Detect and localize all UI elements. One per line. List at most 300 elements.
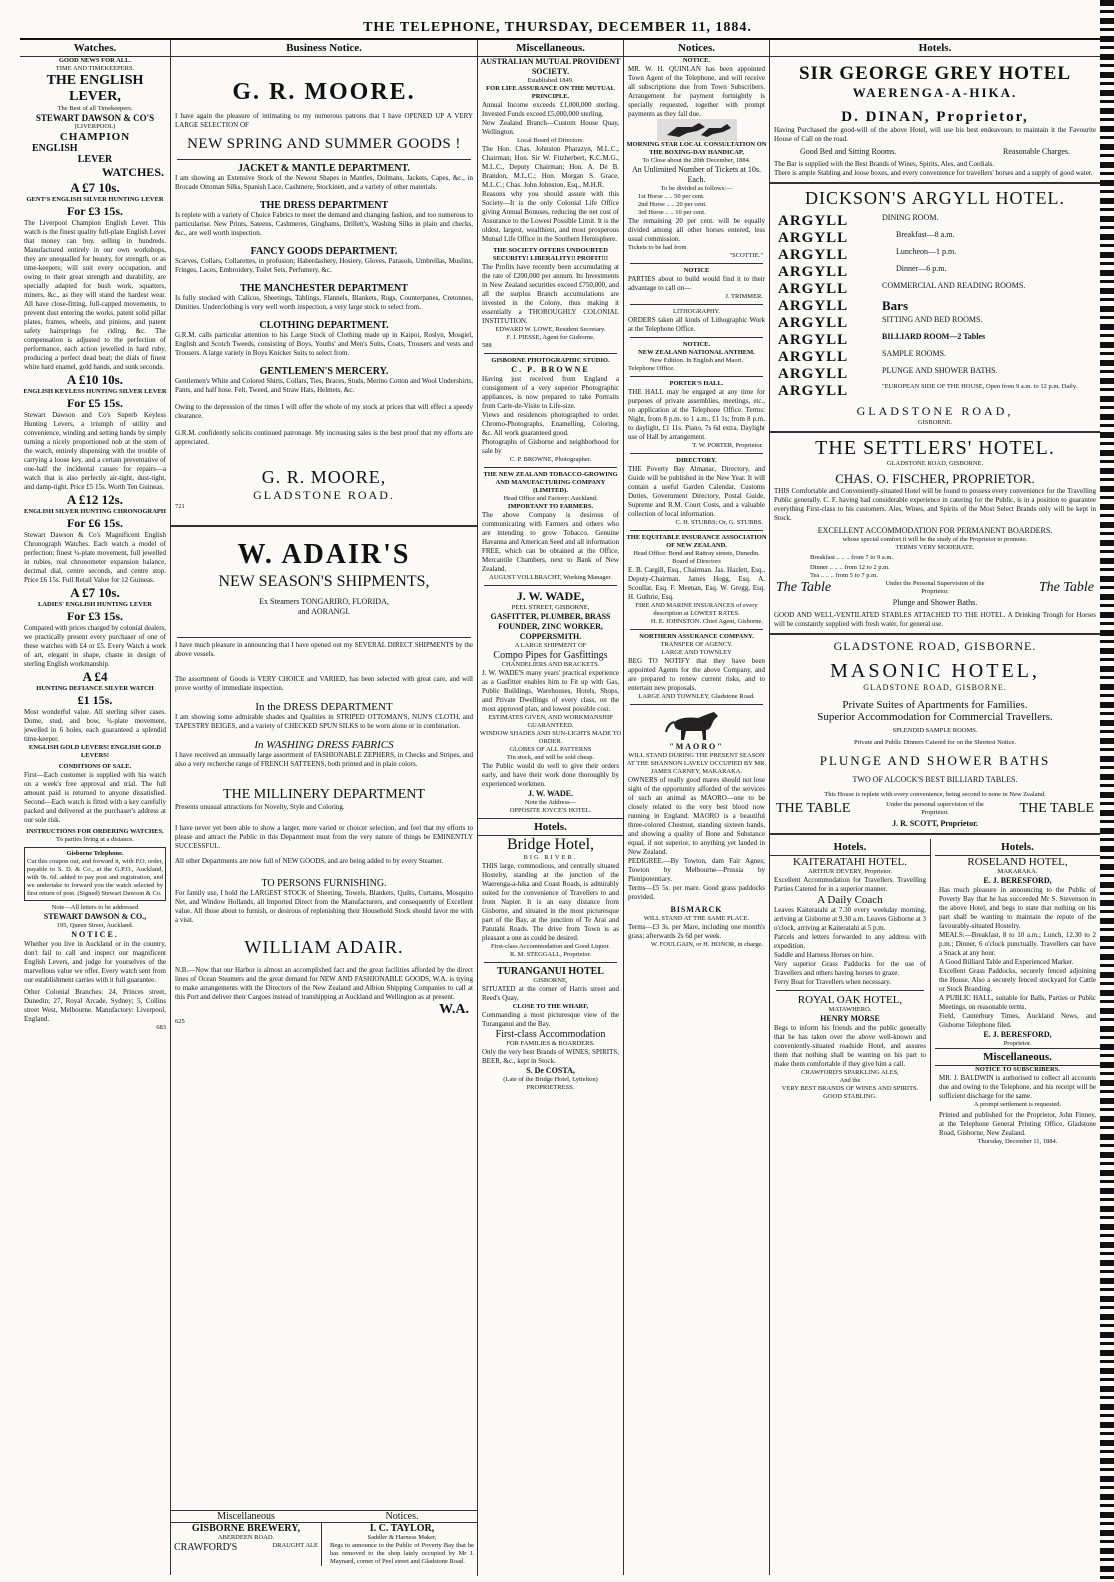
trimmer-notice: PARTIES about to build would find it to their advantage to call on— <box>628 275 765 292</box>
offer-price-5: £1 15s. <box>77 693 113 707</box>
amp-body: Reasons why you should assure with this Society—It is the only Colonial Life Office giving Annual Bonuses, reducing the net cost of Assurance to the Lowest Possible Limit. It is the oldest, largest, wealthiest, and most prosperous Mutual Life Office in the Southern Hemisphere. <box>482 190 619 243</box>
equitable-fire: FIRE AND MARINE INSURANCES of every description at LOWEST RATES. <box>635 602 758 617</box>
argyll-word: ARGYLL <box>778 230 849 246</box>
column-miscellaneous <box>478 40 624 1575</box>
imprint: Printed and published for the Proprietor, John Finney, at the Telephone General Printing Office, Gladstone Road, Gisborne, New Zealand. <box>939 1111 1096 1137</box>
maoro-terms: Terms—£5 5s. per mare. Good grass paddocks provided. <box>628 884 765 901</box>
northern-body: BEG TO NOTIFY that they have been appointed Agents for the above Company, and are prepared to renew current risks, and to entertain new proposals. <box>628 657 765 692</box>
roseland-column <box>935 839 1100 1146</box>
adair-nb: N.B.—Now that our Harbor is almost an accomplished fact and the great facilities afforded by the direct lines of Ocean Steamers and the great demand for NEW AND FASHIONABLE GOODS, W.A. is trying to make arrangements with the Directors of the New Zealand and Albion Shipping Companies to call at this Port and deliver their Cargoes instead of transhipping at Auckland and Wellington as at present. <box>175 966 473 1001</box>
northern-heading: NORTHERN ASSURANCE COMPANY. <box>639 633 754 640</box>
roseland-hall: A PUBLIC HALL, suitable for Balls, Parties or Public Meetings, on reasonable terms. <box>939 994 1096 1011</box>
adair-initials: W.A. <box>439 1002 469 1017</box>
divider <box>630 530 763 531</box>
taylor-trade: Saddler & Harness Maker, <box>367 1534 437 1541</box>
divider <box>630 704 763 705</box>
washing-body: I have received an unusually large assortment of FASHIONABLE ZEPHERS, in Checks and Stripes, and also a very recherche range of FRENCH SATTEENS, both printed and in plain colors. <box>175 751 473 768</box>
argyll-word: ARGYLL <box>778 281 849 297</box>
clothing-heading: CLOTHING DEPARTMENT. <box>259 320 389 331</box>
adair-shipments: NEW SEASON'S SHIPMENTS, <box>218 573 430 590</box>
roseland-papers: Field, Canterbury Times, Auckland News, and Gisborne Telephone filed. <box>939 1012 1096 1029</box>
star-scottie: "SCOTTIE." <box>729 252 763 259</box>
dickson-hotel: DICKSON'S ARGYLL HOTEL. <box>804 188 1066 208</box>
amp-secretary: EDWARD W. LOWE, Resident Secretary. <box>495 326 606 333</box>
price-4: A £7 10s. <box>70 585 120 600</box>
divider <box>770 633 1100 635</box>
argyll-item: DINING ROOM. <box>882 213 939 222</box>
jacket-heading: JACKET & MANTLE DEPARTMENT. <box>238 163 410 174</box>
kaiteratahi-body: Excellent Accommodation for Travellers. Travelling Parties Catered for in a superior manner. <box>774 876 926 893</box>
settlers-address: GLADSTONE ROAD, GISBORNE. <box>886 460 984 467</box>
royal-oak-location: MATAWHERO. <box>828 1006 872 1013</box>
instructions-heading: INSTRUCTIONS FOR ORDERING WATCHES. <box>26 828 164 835</box>
masonic-private: Private Suites of Apartments for Families. <box>842 699 1028 711</box>
wade-tin: Tin stock, and will be sold cheap. <box>506 754 595 761</box>
masonic-table: THE TABLE <box>776 801 851 816</box>
royal-oak-brands: VERY BEST BRANDS OF WINES AND SPIRITS. <box>781 1085 919 1092</box>
kaiteratahi-column <box>770 839 931 1101</box>
star-prize: 3rd Horse .. .. 10 per cent. <box>638 209 706 216</box>
northern-transfer: TRANSFER OF AGENCY. <box>660 641 733 648</box>
bridge-river: BIG RIVER. <box>523 854 578 861</box>
tobacco-manager: AUGUST VOLLBRACHT, Working Manager. <box>489 574 612 581</box>
divider <box>776 990 924 991</box>
roseland-body: Has much pleasure in announcing to the Public of Poverty Bay that he has succeeded Mr S. Stevenson in the above Hotel, and begs to state that nothing on his part shall be wanting to maintain the repute of the favourably-situated Hostelry. <box>939 886 1096 930</box>
horse-race-illustration <box>657 119 737 141</box>
photo-body: Having just received from England a consignment of a very superior Photographic appliances, is now prepared to take Portraits from Carte-de-Visite to Life-size. <box>482 375 619 410</box>
notices-header: Notices. <box>385 1511 419 1522</box>
owing-notice: Owing to the depression of the times I will offer the whole of my stock at prices that will effect a speedy clearance. <box>175 403 473 420</box>
stallion-illustration <box>662 708 732 742</box>
coupon-body: Cut this coupon out, and forward it, with P.O. order, payable to S. D. & Co., at the G.P.O., Auckland, with 9s. 6d. added to pay post and registration, and we undertake to forward you the watch selected by first return of post. (Signed) Stewart Dawson & Co. <box>27 858 163 897</box>
address-street: 195, Queen Street, Auckland. <box>56 922 134 929</box>
branches: Other Colonial Branches: 24, Princes street, Dunedin; 27, Royal Arcade, Sydney; 5, Collins street West, Melbourne. Manufactory: Liverpool, England. <box>24 988 166 1023</box>
argyll-item: Breakfast—8 a.m. <box>896 230 955 239</box>
address-note: Note—All letters to be addressed <box>51 904 139 911</box>
kaiteratahi-parcels: Parcels and letters forwarded to any address with expedition. <box>774 933 926 950</box>
argyll-word: ARGYLL <box>778 349 849 365</box>
argyll-item: SITTING AND BED ROOMS. <box>882 315 983 324</box>
maoro-sub: WILL STAND DURING THE PRESENT SEASON AT THE SHANNON LAVELY OCCUPIED BY MR. JAMES CARNEY, MAKARAKA. <box>626 752 767 775</box>
fancy-body: Scarves, Collars, Collarettes, in profusion; Haberdashery, Hosiery, Gloves, Parasols, Umbrellas, Muslins, Fringes, Laces, Embroidery, Toilet Sets, Perfumery, &c. <box>175 257 473 274</box>
divider <box>484 353 617 354</box>
settlers-meal: Breakfast .. .. .. from 7 to 9 a.m. <box>810 554 894 561</box>
dinan-stabling: There is ample Stabling and loose boxes, and every convenience for travellers' horses and a supply of good water. <box>774 169 1093 177</box>
hotels-subheader: Hotels. <box>770 839 930 856</box>
maoro-heading: "MAORO" <box>669 742 724 751</box>
mercery-heading: GENTLEMEN'S MERCERY. <box>259 366 389 377</box>
star-close: To Close about the 20th December, 1884. <box>642 157 751 164</box>
turanganui-town: GISBORNE, <box>533 977 568 984</box>
notice-heading: NOTICE. <box>71 930 119 939</box>
moore-name: G. R. MOORE. <box>232 79 416 105</box>
furnishing-body: For family use, I hold the LARGEST STOCK of Sheeting, Towels, Blankets, Quilts, Curtains, Mosquito Net, and Window Hollands, all Imported Direct from the Manufacturers, and consequently of Excellent value. All those about to furnish, or desirous of replenishing their Household Stock should favor me with a visit. <box>175 889 473 924</box>
millinery-heading: THE MILLINERY DEPARTMENT <box>223 787 425 802</box>
adair-selection: I have never yet been able to show a larger, more varied or choicer selection, and feel that my efforts to please and attract the Public in this Department must from the very nature of things be EMINENTLY SUCCESSFUL. <box>175 824 473 850</box>
amp-established: Established 1849. <box>527 77 574 84</box>
royal-oak-hotel: ROYAL OAK HOTEL, <box>797 994 903 1006</box>
turanganui-wines: Only the very best Brands of WINES, SPIRITS, BEER, &c., kept in Stock. <box>482 1048 619 1065</box>
keyless-lever: ENGLISH KEYLESS HUNTING SILVER LEVER <box>23 388 167 395</box>
divider <box>630 263 763 264</box>
divider <box>484 962 617 963</box>
amp-branch: New Zealand Branch—Custom House Quay, Wellington. <box>482 119 619 136</box>
equitable-board: Board of Directors <box>672 558 721 565</box>
argyll-word: ARGYLL <box>778 332 849 348</box>
price-3: A £12 12s. <box>67 492 123 507</box>
divider <box>630 376 763 377</box>
divider <box>177 159 471 160</box>
bismarck-charge: W. FOULGAIN, or H. HONOR, in charge. <box>650 941 763 948</box>
royal-oak-stabling: GOOD STABLING. <box>823 1093 877 1100</box>
kaiteratahi-coach: A Daily Coach <box>817 894 883 906</box>
divider <box>770 182 1100 184</box>
directory-stubbs: C. H. STUBBS; Or, G. STUBBS. <box>675 519 763 526</box>
column-hotels <box>770 40 1100 1575</box>
anthem-sub: New Edition. In English and Maori. <box>649 357 744 364</box>
wade-name: J. W. WADE, <box>516 589 585 603</box>
dinan-proprietor: D. DINAN, Proprietor, <box>841 109 1029 125</box>
in-dress-body: I am showing some admirable shades and Qualities in STRIPED OTTOMAN'S, NUN'S CLOTH, and TAPESTRY BEIGES, and a variety of CHECKED SPUN SILKS to be worn alone or in combination. <box>175 713 473 730</box>
argyll-item: Luncheon—1 p.m. <box>896 247 957 256</box>
bottom-misc-block <box>171 1510 478 1576</box>
equitable-agent: H. E. JOHNSTON. Chief Agent, Gisborne. <box>650 618 763 625</box>
order-coupon[interactable] <box>24 847 166 901</box>
maoro-body: OWNERS of really good mares should not lose sight of the opportunity afforded of the services of such an animal as MAORO—one to be closely related to the very best blood now running in England. MAORO is a beautiful three-colored Chestnut, standing sixteen hands, and showing a quality of Bone and Substance equal, if not superior, to anything yet landed in New Zealand. <box>628 776 765 856</box>
notice-2-heading: NOTICE <box>683 267 710 274</box>
brewery-ad <box>171 1523 322 1566</box>
kaiteratahi-paddocks: Very superior Grass Paddocks for the use of Travellers and others having horses to graze. <box>774 960 926 977</box>
turanganui-view: Commanding a most picturesque view of the Turanganui and the Bay. <box>482 1011 619 1028</box>
column-header: Business Notice. <box>171 40 477 57</box>
kaiteratahi-saddle: Saddle and Harness Horses on hire. <box>774 951 874 959</box>
masonic-hotel: MASONIC HOTEL, <box>830 660 1040 682</box>
manchester-heading: THE MANCHESTER DEPARTMENT <box>240 283 408 294</box>
fancy-heading: FANCY GOODS DEPARTMENT. <box>250 246 398 257</box>
bridge-proprietor: R. M. STEGGALL, Proprietor. <box>509 951 592 958</box>
ad-number: 625 <box>175 1018 185 1025</box>
wade-street: PEEL STREET, GISBORNE, <box>511 604 590 611</box>
offer-price-2: For £5 15s. <box>66 396 124 410</box>
offer-price-3: For £6 15s. <box>66 516 124 530</box>
masonic-dinners: Private and Public Dinners Catered for on the Shortest Notice. <box>853 739 1017 746</box>
maker-name: STEWART DAWSON & CO'S <box>35 113 155 123</box>
divider <box>630 453 763 454</box>
subscribers-prompt: A prompt settlement is requested. <box>973 1101 1062 1108</box>
royal-oak-ales: CRAWFORD'S SPARKLING ALES, <box>801 1069 899 1076</box>
maoro-pedigree: PEDIGREE.—By Towton, dam Fair Agnes; Towton by Melbourne—Prussia by Plenipotentiary. <box>628 857 765 883</box>
masthead: THE TELEPHONE, THURSDAY, DECEMBER 11, 1884. <box>363 20 752 35</box>
amp-profits: The Profits have recently been accumulating at the rate of £200,000 per annum. Its Investments in New Zealand securities exceed £750,000, and all the surplus Branch accumulations are invested in the Colony, thus making it essentially a THOROUGHLY COLONIAL INSTITUTION. <box>482 263 619 325</box>
argyll-word: ARGYLL <box>778 247 849 263</box>
dickson-town: GISBORNE. <box>917 419 953 426</box>
argyll-item: SAMPLE ROOMS. <box>882 349 947 358</box>
roseland-location: MAKARAKA. <box>997 868 1038 875</box>
best-timekeepers: The Best of all Timekeepers. <box>57 105 133 112</box>
roseland-proprietor: E. J. BERESFORD, <box>983 876 1052 885</box>
settlers-meal: Dinner .. .. .. from 12 to 2 p.m. <box>810 564 890 571</box>
column-business <box>171 40 478 1510</box>
photo-heading: GISBORNE PHOTOGRAPHIC STUDIO. <box>491 357 610 364</box>
divider <box>770 833 1100 835</box>
offer-price-4: For £3 15s. <box>66 609 124 623</box>
kaiteratahi-hotel: KAITERATAHI HOTEL. <box>793 856 907 868</box>
argyll-list <box>770 209 1100 404</box>
coupon-heading: Gisborne Telephone. <box>66 850 124 857</box>
masonic-address: GLADSTONE ROAD, GISBORNE. <box>863 683 1007 692</box>
ad-number: 683 <box>156 1024 166 1031</box>
roseland-prop-title: Proprietor. <box>1003 1040 1032 1047</box>
column-notices <box>624 40 770 1575</box>
bismarck-terms: Terms—£3 3s. per Mare, including one month's grass; afterwards 2s 6d per week. <box>628 923 765 940</box>
champion: CHAMPION <box>59 131 131 143</box>
bismarck-heading: BISMARCK <box>670 905 723 914</box>
porter-body: THE HALL may be engaged at any time for purposes of private assemblies, meetings, etc., on application at the Telephone Office. Terms: Night, from 8 p.m. to 1 a.m., £1 1s; from 8 p.m. to daylight, £1 11s. Piano, 7s 6d extra. Daylight use of Hall by arrangement. <box>628 388 765 441</box>
litho-heading: LITHOGRAPHY. <box>672 308 720 315</box>
photo-browne: C. P. BROWNE <box>511 365 590 374</box>
bismarck-sub: WILL STAND AT THE SAME PLACE. <box>643 915 750 922</box>
porter-heading: PORTER'S HALL. <box>669 380 724 387</box>
adair-other-departments: All other Departments are now full of NEW GOODS, and are being added to by every Steamer. <box>175 857 444 865</box>
trimmer-name: J. TRIMMER. <box>725 293 763 300</box>
amp-income: Annual Income exceeds £1,000,000 sterling. Invested Funds exceed £5,000,000 sterling. <box>482 101 619 118</box>
directory-body: THE Poverty Bay Almanac, Directory, and Guide will be published in the New Year. It will contain a useful Garden Calendar, Customs Duties, Government Directory, Postal Guide, Supreme and R.M. Court Costs, and a valuable collection of local information. <box>628 465 765 518</box>
wade-trades: GASFITTER, PLUMBER, BRASS FOUNDER, ZINC WORKER, COPPERSMITH. <box>490 612 611 641</box>
argyll-word: ARGYLL <box>778 383 849 399</box>
amp-title: AUSTRALIAN MUTUAL PROVIDENT SOCIETY. <box>480 57 621 76</box>
bridge-hotel: Bridge Hotel, <box>506 836 595 853</box>
column-header: Notices. <box>624 40 769 57</box>
turanganui-accommodation: First-class Accommodation <box>495 1029 606 1040</box>
argyll-item: Dinner—6 p.m. <box>896 264 947 273</box>
photo-sale: Photographs of Gisborne and neighborhood for sale by <box>482 438 619 455</box>
amp-life: FOR LIFE ASSURANCE ON THE MUTUAL PRINCIPLE. <box>486 85 615 100</box>
turanganui-title: PROPRIETRESS. <box>526 1084 575 1091</box>
argyll-word: ARGYLL <box>778 366 849 382</box>
grey-hotel: SIR GEORGE GREY HOTEL <box>798 63 1072 84</box>
adair-steamers: Ex Steamers TONGARIRO, FLORIDA, <box>259 597 389 606</box>
divider <box>171 525 477 527</box>
address-firm: STEWART DAWSON & CO., <box>43 912 147 921</box>
millinery-body: Presents unusual attractions for Novelty, Style and Coloring. <box>175 803 345 811</box>
turanganui-situated: SITUATED at the corner of Harris street and Reed's Quay, <box>482 985 619 1002</box>
anthem-office: Telephone Office. <box>628 365 675 372</box>
keyless-description: Stewart Dawson and Co's Superb Keyless Hunting Levers, a triumph of utility and convenience, winding and setting hands by simply turning a nicely proportioned nob at the stem of the watch, entirely dispensing with the trouble of carrying a loose key, and a certain preventative of one-half the incidental causes for repairs—a watch that is also perfectly air-tight, dust-tight, and damp-tight. Price £5 15s. Worth Ten Guineas. <box>24 411 166 491</box>
divider <box>770 431 1100 433</box>
star-tickets: Tickets to be had from <box>628 244 687 251</box>
price-5: A £4 <box>82 669 108 684</box>
argyll-item: Bars <box>882 298 908 313</box>
quinlan-notice: MR. W. H. QUINLAN has been appointed Town Agent of the Telephone, and will receive all subscriptions due from Town Subscribers. Arrangement for payment fortnightly is specially requested, together with prompt payments as they fall due. <box>628 65 765 118</box>
star-heading: MORNING STAR LOCAL CONSULTATION ON THE BOXING-DAY HANDICAP, <box>626 141 767 156</box>
confident-notice: G.R.M. confidently solicits continued patronage. My increasing sales is the best proof that my efforts are appreciated. <box>175 429 473 446</box>
star-divided: To be divided as follows:— <box>660 185 733 192</box>
moore-road: GLADSTONE ROAD. <box>253 488 395 502</box>
column-watches <box>20 40 171 1575</box>
instructions-sub: To parties living at a distance. <box>56 836 134 843</box>
settlers-table: The Table <box>776 580 832 595</box>
settlers-body: THIS Comfortable and Conveniently-situated Hotel will be found to possess every convenience for the Travelling Public generally. C. F. having had considerable experience in catering for the Public, is in a position to guarantee everything First-class to his customers. Ales, Wines, and Spirits of the Most Select Brands only will be kept in Stock. <box>774 487 1096 522</box>
in-dress-heading: In the DRESS DEPARTMENT <box>255 701 393 713</box>
hotels-subheader: Hotels. <box>935 839 1100 856</box>
english-lever-title: THE ENGLISH LEVER, <box>46 73 144 104</box>
jacket-body: I am showing an Extensive Stock of the Newest Shapes in Mantles, Dolmans, Jackets, Capes, &c., in Brocade Ottoman Silks, Spanish Lace, Cashmere, Stockinett, and a variety of other materials. <box>175 174 473 191</box>
misc-subheader: Miscellaneous. <box>935 1048 1100 1066</box>
misc-header: Miscellaneous <box>217 1511 275 1522</box>
masonic-proprietor: J. R. SCOTT, Proprietor. <box>892 819 978 828</box>
settlers-table-right: The Table <box>1038 580 1094 595</box>
masonic-replete: This House is replete with every convenience, being second to none in New Zealand. <box>824 791 1046 798</box>
watches: WATCHES. <box>101 165 164 179</box>
argyll-word: ARGYLL <box>778 264 849 280</box>
taylor-body: Begs to announce to the Public of Poverty Bay that he has removed to the shop lately occupied by Mr J. Maynard, corner of Peel street and Gladstone Road. <box>330 1542 474 1565</box>
conditions-body: First—Each customer is supplied with his watch on a week's free approval and trial. The full amount paid is returned to anyone dissatisfied. Second—Each watch is fitted with a key carefully packed and delivered at the purchaser's address at our sole risk. <box>24 771 166 824</box>
taylor-ad <box>327 1523 477 1566</box>
brewery-road: ABERDEEN ROAD. <box>217 1534 275 1541</box>
subscribers-heading: NOTICE TO SUBSCRIBERS. <box>975 1066 1060 1073</box>
adair-name: W. ADAIR'S <box>237 539 411 570</box>
turanganui-proprietress: S. De COSTA, <box>526 1066 575 1075</box>
spring-summer: NEW SPRING AND SUMMER GOODS ! <box>187 136 461 152</box>
ladies-lever: LADIES' ENGLISH HUNTING LEVER <box>38 601 152 608</box>
dinan-bar: The Bar is supplied with the Best Brands of Wines, Spirits, Ales, and Cordials. <box>774 160 995 168</box>
crawford-brand: CRAWFORD'S <box>174 1542 238 1553</box>
good-news: GOOD NEWS FOR ALL. <box>58 57 132 64</box>
lever: LEVER <box>77 154 113 165</box>
divider <box>630 337 763 338</box>
tobacco-office: Head Office and Factory: Auckland. <box>503 495 598 502</box>
dickson-road: GLADSTONE ROAD, <box>856 404 1014 418</box>
northern-sig: LARGE AND TOWNLEY, Gladstone Road. <box>638 693 755 700</box>
adair-signature: WILLIAM ADAIR. <box>244 937 404 957</box>
adair-assortment: The assortment of Goods is VERY CHOICE and VARIED, has been selected with great care, and will prove worthy of immediate inspection. <box>175 675 473 692</box>
settlers-stables: GOOD AND WELL-VENTILATED STABLES ATTACHED TO THE HOTEL. A Drinking Trough for Horses will be constantly supplied with fresh water, for general use. <box>774 611 1096 628</box>
divider <box>484 585 617 586</box>
notice-1-heading: NOTICE. <box>682 57 711 64</box>
dinan-charges: Reasonable Charges. <box>1003 147 1070 156</box>
ladies-description: Compared with prices charged by colonial dealers, we practically present every purchaser of one of these watches with £4 or £5. Every Watch a work of art, elegant in shape, chaste in design of sterling English workmanship. <box>24 624 166 668</box>
wade-body: J. W. WADE'S many years' practical experience as a Gasfitter enables him to Fit up with Gas, Public Buildings, Warehouses, Hotels, Shops, and Private Dwellings of every class, on the most approved plan, and lowest possible cost. <box>482 669 619 713</box>
chronograph-description: Stewart Dawson & Co's Magnificent English Chronograph Watches. Each watch a model of perfection; finest ¾-plate movement, full jewelled in rubies, real chronometer expansion balance, decimal dial, centre seconds, and centre stop. Price £6 15s. Full Retail Value for 12 Guineas. <box>24 531 166 584</box>
porter-proprietor: T. W. PORTER, Proprietor. <box>692 442 763 449</box>
divider <box>177 637 471 638</box>
bridge-accommodation: First-class Accommodation and Good Liquor. <box>491 943 610 950</box>
turanganui-hotel: TURANGANUI HOTEL <box>497 966 604 977</box>
subscribers-body: MR. J. BALDWIN is authorised to collect all accounts due and owing to the Telephone, and his receipt will be sufficient discharge for the same. <box>939 1074 1096 1100</box>
roseland-hotel: ROSELAND HOTEL, <box>967 856 1068 868</box>
star-unlimited: An Unlimited Number of Tickets at 10s. Each. <box>631 165 762 184</box>
argyll-item: PLUNGE AND SHOWER BATHS. <box>882 366 998 375</box>
kaiteratahi-proprietor: ARTHUR DEVERY, Proprietor. <box>808 868 892 875</box>
defiance-watch: HUNTING DEFIANCE SILVER WATCH <box>36 685 154 692</box>
lever-description: The Liverpool Champion English Lever. This watch is the finest quality full-plate English Lever that money can buy, selling in hundreds. Manufactured entirely in our own workshops, they are unequalled for beauty, for strength, or as time-keepers; will suit every occupation, and owing to their great strength and durability, are specially adapted for bush work, squatters, miners, &c., as they will stand the hardest wear. All have close-fitting, full-capped movements, to prevent dust entering the works, patent solid pillar plates, frames, wheels, and pinions, and patent safety hairsprings for riding, &c. The compensation is adjusted to the perfection of performance, each action jewelled in hard ruby, producing a perfect dead beat; the dials of finest white hard enamel, gold hands, and sunk seconds. <box>24 219 166 371</box>
taylor-name: I. C. TAYLOR, <box>369 1523 435 1534</box>
masonic-plunge: PLUNGE AND SHOWER BATHS <box>819 753 1051 768</box>
hotels-subheader: Hotels. <box>478 818 623 836</box>
time-heading: TIME AND TIMEKEEPERS. <box>55 65 135 72</box>
adair-pleasure: I have much pleasure in announcing that I have opened out my SEVERAL DIRECT SHIPMENTS by the above vessels. <box>175 641 473 658</box>
roseland-signature: E. J. BERESFORD, <box>983 1030 1052 1039</box>
masonic-road: GLADSTONE ROAD, GISBORNE. <box>833 639 1037 653</box>
wade-window: WINDOW SHADES AND SUN-LIGHTS MADE TO ORDER. <box>479 730 622 745</box>
dinan-rooms: Good Bed and Sitting Rooms. <box>800 147 897 156</box>
equitable-directors: E. B. Cargill, Esq., Chairman. Jas. Hazlett, Esq., Deputy-Chairman. James Hogg, Esq. A. Scoullar, Esq. F. Meenan, Esq. W. Gregg, Esq. H. Guthrie, Esq. <box>628 566 765 601</box>
price-2: A £10 10s. <box>67 372 123 387</box>
northern-large: LARGE AND TOWNLEY <box>661 649 732 656</box>
litho-body: ORDERS taken all kinds of Lithographic Work at the Telephone Office. <box>628 316 765 333</box>
star-remaining: The remaining 20 per cent. will be equally divided among all other horses entered, less usual commission. <box>628 217 765 243</box>
moore-intro: I have again the pleasure of intimating to my numerous patrons that I have OPENED UP A VERY LARGE SELECTION OF <box>175 112 473 129</box>
tobacco-heading: THE NEW ZEALAND TOBACCO-GROWING AND MANUFACTURING COMPANY (LIMITED). <box>483 471 618 494</box>
tobacco-farmers: IMPORTANT TO FARMERS. <box>507 503 594 510</box>
argyll-item: COMMERCIAL AND READING ROOMS. <box>882 281 1026 290</box>
masonic-table-right: THE TABLE <box>1019 801 1094 816</box>
photo-signature: C. P. BROWNE, Photographer. <box>509 456 592 463</box>
masonic-superior: Superior Accommodation for Commercial Travellers. <box>817 711 1053 723</box>
settlers-comfort: whose special comfort it will be the study of the Proprietor to promote. <box>842 536 1028 543</box>
divider <box>630 629 763 630</box>
argyll-word: ARGYLL <box>778 213 849 229</box>
masonic-sample: SPLENDID SAMPLE ROOMS. <box>892 727 978 734</box>
ad-number: 588 <box>482 342 492 349</box>
grey-location: WAERENGA-A-HIKA. <box>852 85 1018 100</box>
bridge-body: THIS large, commodious, and centrally situated Hostelry, standing at the junction of the Waerenga-a-hika and Coast Roads, is admirably suited for the convenience of Travellers to and from Napier. It is an easy distance from Gisborne, and situated in the most picturesque part of the Bay, at the junction of Te Arai and Patutahi Roads. The drive from Town is as pleasant a one as could be desired. <box>482 862 619 942</box>
settlers-table-sub: Under the Personal Supervision of the Proprietor. <box>885 580 985 595</box>
brewery-item: DRAUGHT ALE <box>272 1542 318 1549</box>
equitable-office: Head Office: Bond and Rattray streets, Dunedin. <box>633 550 760 557</box>
moore-signature: G. R. MOORE, <box>261 467 387 487</box>
divider <box>484 467 617 468</box>
anthem-heading: NEW ZEALAND NATIONAL ANTHEM. <box>638 349 755 356</box>
roseland-billiard: A Good Billiard Table and Experienced Marker. <box>939 958 1074 966</box>
furnishing-heading: TO PERSONS FURNISHING. <box>261 878 387 889</box>
chronograph: ENGLISH SILVER HUNTING CHRONOGRAPH <box>24 508 166 515</box>
kaiteratahi-ferry: Ferry Boat for Travellers when necessary. <box>774 978 891 986</box>
turanganui-wharf: CLOSE TO THE WHARF, <box>512 1003 589 1010</box>
divider <box>630 304 763 305</box>
brewery-name: GISBORNE BREWERY, <box>191 1523 301 1534</box>
wade-shipment: A LARGE SHIPMENT OF <box>514 642 587 649</box>
argyll-item: "EUROPEAN SIDE OF THE HOUSE, Open from 9 a.m. to 12 p.m. Daily. <box>882 383 1078 390</box>
kaiteratahi-coach-body: Leaves Kaiteratahi at 7.30 every weekday morning, arriving at Gisborne at 9.30 a.m. Leaves Gisborne at 3 o'clock, arriving at Kaiteratahi at 5 p.m. <box>774 906 927 932</box>
column-header: Hotels. <box>770 40 1100 57</box>
royal-oak-and: And the <box>839 1077 861 1084</box>
liverpool: (LIVERPOOL) <box>74 123 116 130</box>
wade-signature: J. W. WADE. <box>528 789 573 798</box>
defiance-description: Most wonderful value. All sterling silver cases. Dome, stud, and bow, ¾-plate movement, jewelled in 6 holes, each guaranteed a splendid time-keeper. <box>24 708 166 743</box>
argyll-item: BILLIARD ROOM—2 Tables <box>882 332 986 341</box>
turanganui-late: (Late of the Bridge Hotel, Lyttelton) <box>503 1076 598 1083</box>
photo-views: Views and residences photographed to order. Chromo-Photographs, Enamelling, Coloring, &c. All work guaranteed good. <box>482 411 619 437</box>
turanganui-families: FOR FAMILIES & BOARDERS. <box>506 1040 595 1047</box>
washing-heading: In WASHING DRESS FABRICS <box>254 739 394 751</box>
price-1: A £7 10s. <box>70 180 120 195</box>
wade-compo: Compo Pipes for Gasfittings <box>493 650 608 661</box>
settlers-plunge: Plunge and Shower Baths. <box>892 598 978 607</box>
argyll-word: ARGYLL <box>778 315 849 331</box>
settlers-boarders: EXCELLENT ACCOMMODATION FOR PERMANENT BOARDERS. <box>817 526 1053 535</box>
dress-body: Is replete with a variety of Choice Fabrics to meet the demand and changing fashion, and too numerous to particularise. New Prints, Sateens, Cashmeres, Ginghams, Drillett's, Washing Silks in plain and checks, &c., are well worth inspection. <box>175 211 473 237</box>
roseland-grass: Excellent Grass Paddocks, securely fenced adjoining the House. Also a securely fenced stockyard for Cattle or Stock Branding. <box>939 967 1096 993</box>
dress-heading: THE DRESS DEPARTMENT <box>259 200 389 211</box>
ad-number: 721 <box>175 503 185 510</box>
conditions-heading: CONDITIONS OF SALE. <box>58 763 132 770</box>
wade-opposite: OPPOSITE JOYCE'S HOTEL. <box>509 807 592 814</box>
column-header: Watches. <box>20 40 170 57</box>
amp-directors: The Hon. Chas. Johnston Pharazyn, M.L.C., Chairman; Hon. Sir W. Fitzherbert, K.C.M.G., M.L.C., Deputy Chairman; Hon. A. De B. Brandon, M.L.C.; Hon. Morgan S. Grace, M.L.C.; Chas. John Johnston, Esq., M.H.R. <box>482 145 619 189</box>
masonic-billiard: TWO OF ALCOCK'S BEST BILLIARD TABLES. <box>852 775 1018 784</box>
equitable-heading: THE EQUITABLE INSURANCE ASSOCIATION OF NEW ZEALAND. <box>626 534 767 549</box>
